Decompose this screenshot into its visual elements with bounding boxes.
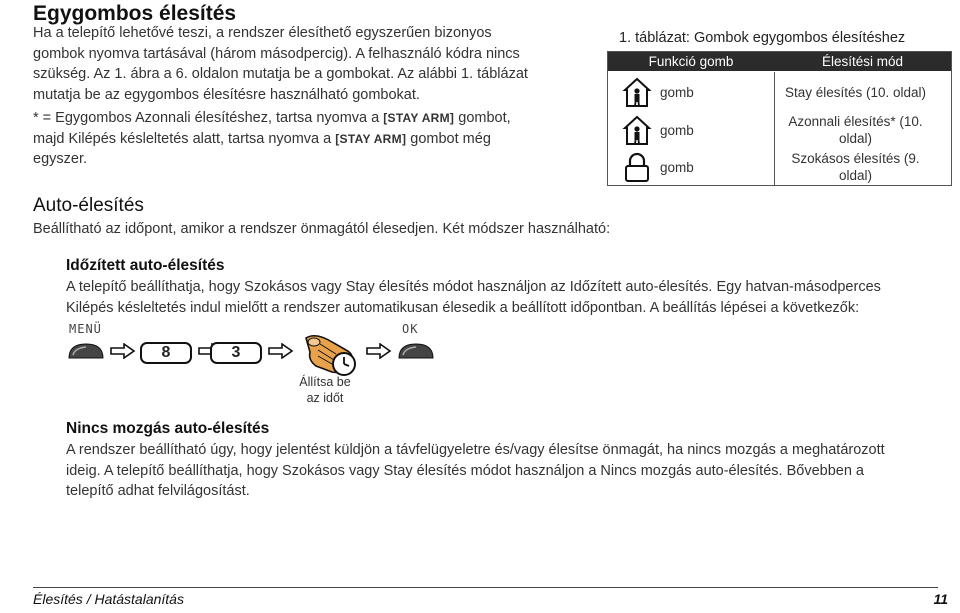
one-touch-paragraph xyxy=(33,23,593,105)
page-number: 11 xyxy=(933,591,948,607)
table-header xyxy=(608,52,951,71)
stay-arm-key: [STAY ARM] xyxy=(383,111,455,125)
subsection-title-timed: Időzített auto-élesítés xyxy=(66,257,225,274)
para-line: telepítő adhat felvilágosítást. xyxy=(66,483,250,499)
footer-rule xyxy=(33,587,938,588)
subsection-title-no-movement: Nincs mozgás auto-élesítés xyxy=(66,420,270,437)
lock-icon xyxy=(622,151,652,183)
timed-paragraph xyxy=(66,277,951,318)
key-8-label: 8 xyxy=(161,344,171,361)
table-caption: 1. táblázat: Gombok egygombos élesítéshez xyxy=(619,30,906,46)
button-label: gomb xyxy=(660,159,694,175)
stay-arm-house-icon xyxy=(622,76,652,108)
stay-arm-key: [STAY ARM] xyxy=(335,131,407,146)
menu-key-label: MENÜ xyxy=(69,322,102,336)
footer-section-name: Élesítés / Hatástalanítás xyxy=(33,591,184,607)
col-header-mode: Élesítési mód xyxy=(821,54,904,69)
section-title-auto-arm: Auto-élesítés xyxy=(33,195,144,216)
ok-key-icon xyxy=(396,340,436,362)
note-text: majd Kilépés késleltetés alatt, tartsa nyomva a xyxy=(33,130,336,147)
table-row xyxy=(608,149,951,185)
key-sequence xyxy=(66,322,486,404)
no-movement-paragraph xyxy=(66,440,951,502)
col-header-function: Funkció gomb xyxy=(648,54,734,69)
one-touch-table xyxy=(607,51,952,186)
instant-arm-house-icon xyxy=(622,114,652,146)
table-row xyxy=(608,112,951,148)
para-line: gombok nyomva tartásával (három másodpercig). A felhasználó kódra nincs xyxy=(33,45,520,62)
button-label: gomb xyxy=(660,122,694,138)
menu-key-icon xyxy=(66,340,106,362)
arming-mode: Szokásos élesítés (9. oldal) xyxy=(791,151,920,183)
stay-arm-note xyxy=(33,108,593,170)
note-text: gombot még xyxy=(406,130,491,147)
section-title-one-touch: Egygombos élesítés xyxy=(33,2,237,25)
auto-arm-intro: Beállítható az időpont, amikor a rendszer önmagától élesedjen. Két módszer használható: xyxy=(33,221,611,237)
para-line: ideig. A telepítő beállíthatja, hogy Szokásos vagy Stay élesítés módot használjon a Nincs mozgás auto-élesítés. Bővebben a xyxy=(66,462,864,479)
button-label: gomb xyxy=(660,84,694,100)
arming-mode: Azonnali élesítés* (10. oldal) xyxy=(788,114,923,146)
note-text: egyszer. xyxy=(33,151,87,167)
para-line: A rendszer beállítható úgy, hogy jelentést küldjön a távfelügyeletre és/vagy élesítse önmagát, ha nincs mozgás a meghatározott xyxy=(66,442,885,458)
ok-key-label: OK xyxy=(402,322,419,336)
para-line: mutatja be az egygombos élesítésre használható gombokat. xyxy=(33,86,420,103)
set-time-caption: Állítsa be az időt xyxy=(299,375,351,405)
arrow-right-icon xyxy=(110,343,136,359)
para-line: Kilépés késleltetés indul mielőtt a rendszer automatikusan élesedik a beállított időpontban. A beállítás lépései a következők: xyxy=(66,299,860,316)
arrow-right-icon xyxy=(366,343,392,359)
para-line: Ha a telepítő lehetővé teszi, a rendszer élesíthető egyszerűen bizonyos xyxy=(33,25,492,41)
table-row xyxy=(608,74,951,110)
note-text: * = Egygombos Azonnali élesítéshez, tartsa nyomva a xyxy=(33,110,384,126)
para-line: A telepítő beállíthatja, hogy Szokásos vagy Stay élesítés módot használjon az Időzített auto-élesítés. Egy hatvan-másodperces xyxy=(66,279,881,295)
arming-mode: Stay élesítés (10. oldal) xyxy=(784,84,927,100)
para-line: szükség. Az 1. ábra a 6. oldalon mutatja be a gombokat. Az alábbi 1. táblázat xyxy=(33,66,528,82)
arrow-right-icon xyxy=(268,343,294,359)
note-text: gombot, xyxy=(454,110,511,126)
key-3-label: 3 xyxy=(231,344,241,361)
